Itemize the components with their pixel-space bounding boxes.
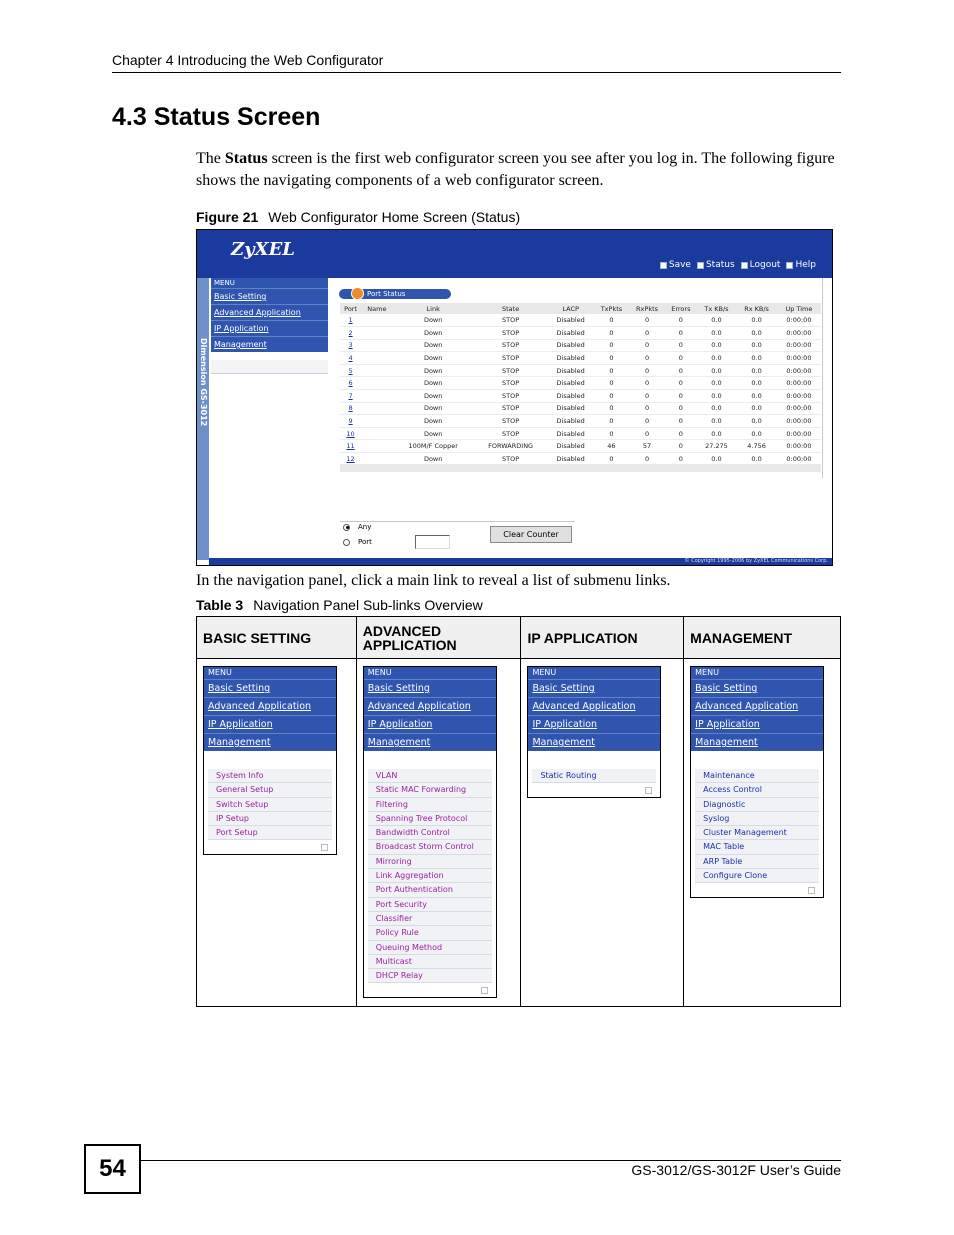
- port-cell: 0: [629, 352, 665, 365]
- submenu-queuing-method[interactable]: Queuing Method: [368, 941, 492, 955]
- save-icon: [660, 262, 667, 269]
- port-cell: 0: [665, 427, 697, 440]
- header-basic-setting: BASIC SETTING: [197, 617, 357, 659]
- nav-management[interactable]: Management: [211, 336, 328, 352]
- port-cell: Down: [393, 352, 474, 365]
- col-port: Port: [340, 303, 361, 314]
- port-row: [340, 377, 821, 390]
- port-status-table: [340, 303, 821, 466]
- port-cell: 0:00:00: [777, 377, 821, 390]
- radio-port-row[interactable]: Port: [343, 538, 372, 546]
- menu-header: MENU: [528, 667, 660, 679]
- port-cell: Disabled: [548, 339, 594, 352]
- port-cell: 0: [665, 415, 697, 428]
- submenu-configure-clone[interactable]: Configure Clone: [695, 869, 819, 883]
- menu-footer: [204, 840, 336, 854]
- navigation-paragraph: In the navigation panel, click a main link to reveal a list of submenu links.: [196, 572, 671, 589]
- port-cell: 0: [665, 327, 697, 340]
- submenu-mirroring[interactable]: Mirroring: [368, 855, 492, 869]
- submenu-maintenance[interactable]: Maintenance: [695, 769, 819, 783]
- port-table-footer: [340, 464, 821, 472]
- port-number-link[interactable]: 10: [340, 427, 361, 440]
- submenu-vlan[interactable]: VLAN: [368, 769, 492, 783]
- nav-basic-setting[interactable]: Basic Setting: [204, 679, 336, 697]
- port-cell: Disabled: [548, 377, 594, 390]
- port-status-bullet-icon: [351, 287, 364, 300]
- port-cell: Down: [393, 415, 474, 428]
- port-cell: 0: [629, 364, 665, 377]
- port-cell: 0: [629, 327, 665, 340]
- port-cell: [361, 327, 392, 340]
- port-cell: 0: [629, 339, 665, 352]
- port-cell: 100M/F Copper: [393, 440, 474, 453]
- port-cell: 0: [629, 453, 665, 466]
- menu-advanced-application: [363, 666, 497, 998]
- submenu-system-info[interactable]: System Info: [208, 769, 332, 783]
- port-cell: [361, 427, 392, 440]
- port-cell: 0: [594, 390, 629, 403]
- port-cell: 0.0: [736, 352, 777, 365]
- menu-management: [690, 666, 824, 898]
- port-cell: Disabled: [548, 402, 594, 415]
- port-cell: 0:00:00: [777, 390, 821, 403]
- port-cell: Down: [393, 427, 474, 440]
- port-cell: Down: [393, 314, 474, 327]
- port-cell: 0:00:00: [777, 314, 821, 327]
- port-row: [340, 390, 821, 403]
- section-title: 4.3 Status Screen: [112, 103, 321, 131]
- port-cell: Disabled: [548, 352, 594, 365]
- port-cell: 0.0: [736, 327, 777, 340]
- port-cell: 0: [594, 327, 629, 340]
- submenu-cluster-management[interactable]: Cluster Management: [695, 826, 819, 840]
- port-number-link[interactable]: 4: [340, 352, 361, 365]
- port-cell: 0:00:00: [777, 402, 821, 415]
- col-name: Name: [361, 303, 392, 314]
- port-cell: 0.0: [697, 339, 737, 352]
- menu-gap: [204, 751, 336, 769]
- port-cell: Disabled: [548, 314, 594, 327]
- port-cell: [361, 364, 392, 377]
- port-cell: STOP: [474, 377, 548, 390]
- port-cell: Down: [393, 327, 474, 340]
- submenu-filtering[interactable]: Filtering: [368, 798, 492, 812]
- port-cell: [361, 339, 392, 352]
- port-cell: 0:00:00: [777, 453, 821, 466]
- help-icon: [786, 262, 793, 269]
- port-row: [340, 339, 821, 352]
- port-cell: 0.0: [736, 390, 777, 403]
- port-cell: STOP: [474, 339, 548, 352]
- product-brand: Dimension GS-3012: [199, 338, 208, 427]
- port-cell: 0: [629, 390, 665, 403]
- submenu-port-security[interactable]: Port Security: [368, 898, 492, 912]
- port-cell: 0: [665, 377, 697, 390]
- port-cell: [361, 402, 392, 415]
- port-number-link[interactable]: 5: [340, 364, 361, 377]
- chapter-header: Chapter 4 Introducing the Web Configurator: [112, 52, 384, 68]
- port-cell: Disabled: [548, 364, 594, 377]
- port-cell: 0: [629, 402, 665, 415]
- menu-footer: [364, 983, 496, 997]
- port-cell: 27.275: [697, 440, 737, 453]
- logout-link[interactable]: Logout: [741, 260, 781, 270]
- port-cell: 0: [594, 352, 629, 365]
- counter-panel-rule: [340, 521, 575, 522]
- port-cell: 0: [594, 364, 629, 377]
- submenu-static-routing[interactable]: Static Routing: [532, 769, 656, 783]
- submenu-multicast[interactable]: Multicast: [368, 955, 492, 969]
- nav-advanced-application[interactable]: Advanced Application: [691, 697, 823, 715]
- submenu-policy-rule[interactable]: Policy Rule: [368, 926, 492, 940]
- port-cell: 0.0: [736, 314, 777, 327]
- port-cell: 0: [629, 314, 665, 327]
- header-advanced-application: ADVANCED APPLICATION: [356, 617, 521, 659]
- port-number-link[interactable]: 8: [340, 402, 361, 415]
- port-cell: 0:00:00: [777, 339, 821, 352]
- port-number-link[interactable]: 3: [340, 339, 361, 352]
- col-up-time: Up Time: [777, 303, 821, 314]
- port-cell: STOP: [474, 427, 548, 440]
- menu-ip-application: [527, 666, 661, 798]
- port-cell: 0.0: [736, 364, 777, 377]
- submenu-static-mac-forwarding[interactable]: Static MAC Forwarding: [368, 783, 492, 797]
- nav-basic-setting[interactable]: Basic Setting: [364, 679, 496, 697]
- port-row: [340, 402, 821, 415]
- nav-management[interactable]: Management: [528, 733, 660, 751]
- submenu-port-setup[interactable]: Port Setup: [208, 826, 332, 840]
- web-configurator-screenshot: [196, 229, 833, 566]
- header-rule: [112, 72, 841, 73]
- port-row: [340, 415, 821, 428]
- cell-basic: [197, 659, 357, 1007]
- port-cell: 0.0: [697, 327, 737, 340]
- col-rxpkts: RxPkts: [629, 303, 665, 314]
- port-cell: 0:00:00: [777, 440, 821, 453]
- table-row: [197, 659, 841, 1007]
- port-cell: [361, 440, 392, 453]
- port-number-link[interactable]: 7: [340, 390, 361, 403]
- zyxel-logo: ZyXEL: [231, 239, 295, 260]
- nav-management[interactable]: Management: [691, 733, 823, 751]
- port-cell: Down: [393, 364, 474, 377]
- submenu-port-authentication[interactable]: Port Authentication: [368, 883, 492, 897]
- port-cell: 0: [594, 427, 629, 440]
- col-errors: Errors: [665, 303, 697, 314]
- port-row: [340, 364, 821, 377]
- menu-gap: [691, 751, 823, 769]
- cell-management: [684, 659, 841, 1007]
- nav-management[interactable]: Management: [364, 733, 496, 751]
- col-rx-kbs: Rx KB/s: [736, 303, 777, 314]
- clear-counter-button[interactable]: Clear Counter: [490, 526, 572, 543]
- save-link[interactable]: Save: [660, 260, 691, 270]
- port-cell: 0.0: [697, 415, 737, 428]
- footer-rule: [141, 1160, 841, 1161]
- col-lacp: LACP: [548, 303, 594, 314]
- port-cell: Disabled: [548, 327, 594, 340]
- port-cell: Disabled: [548, 453, 594, 466]
- top-action-bar: [660, 260, 816, 270]
- col-txpkts: TxPkts: [594, 303, 629, 314]
- table-caption: Table 3 Navigation Panel Sub-links Overview: [196, 597, 483, 613]
- port-cell: STOP: [474, 415, 548, 428]
- port-number-link[interactable]: 2: [340, 327, 361, 340]
- port-cell: [361, 415, 392, 428]
- header-ip-application: IP APPLICATION: [521, 617, 684, 659]
- port-cell: 0.0: [697, 390, 737, 403]
- port-number-input[interactable]: [415, 535, 450, 549]
- port-cell: Disabled: [548, 390, 594, 403]
- nav-management[interactable]: Management: [204, 733, 336, 751]
- port-cell: STOP: [474, 314, 548, 327]
- port-cell: 0.0: [736, 453, 777, 466]
- port-cell: STOP: [474, 402, 548, 415]
- submenu-access-control[interactable]: Access Control: [695, 783, 819, 797]
- nav-advanced-application[interactable]: Advanced Application: [364, 697, 496, 715]
- port-cell: Down: [393, 453, 474, 466]
- port-row: [340, 427, 821, 440]
- port-cell: [361, 377, 392, 390]
- radio-any[interactable]: [343, 524, 350, 531]
- port-cell: STOP: [474, 453, 548, 466]
- port-cell: 0: [665, 453, 697, 466]
- port-cell: STOP: [474, 364, 548, 377]
- port-cell: STOP: [474, 390, 548, 403]
- port-cell: 0: [665, 339, 697, 352]
- menu-basic-setting: [203, 666, 337, 855]
- port-cell: 0.0: [736, 427, 777, 440]
- port-cell: 0:00:00: [777, 364, 821, 377]
- submenu-broadcast-storm-control[interactable]: Broadcast Storm Control: [368, 840, 492, 854]
- col-link: Link: [393, 303, 474, 314]
- port-cell: 0:00:00: [777, 427, 821, 440]
- port-cell: 0.0: [697, 427, 737, 440]
- submenu-switch-setup[interactable]: Switch Setup: [208, 798, 332, 812]
- port-cell: STOP: [474, 352, 548, 365]
- submenu-ip-setup[interactable]: IP Setup: [208, 812, 332, 826]
- cell-ip: [521, 659, 684, 1007]
- menu-footer: [691, 883, 823, 897]
- menu-header: MENU: [691, 667, 823, 679]
- port-cell: 0: [665, 364, 697, 377]
- port-table-header-row: [340, 303, 821, 314]
- port-cell: Down: [393, 390, 474, 403]
- top-banner: [197, 230, 832, 278]
- port-cell: 0: [594, 314, 629, 327]
- port-cell: 0: [665, 314, 697, 327]
- port-cell: Disabled: [548, 440, 594, 453]
- nav-ip-application[interactable]: IP Application: [691, 715, 823, 733]
- nav-ip-application[interactable]: IP Application: [204, 715, 336, 733]
- menu-gap: [364, 751, 496, 769]
- col-tx-kbs: Tx KB/s: [697, 303, 737, 314]
- port-cell: 0.0: [697, 314, 737, 327]
- port-cell: 0.0: [697, 352, 737, 365]
- port-cell: 0.0: [697, 377, 737, 390]
- submenu-diagnostic[interactable]: Diagnostic: [695, 798, 819, 812]
- port-status-tab: Port Status: [339, 289, 451, 299]
- navigation-panel: [211, 278, 328, 374]
- port-cell: 57: [629, 440, 665, 453]
- status-icon: [697, 262, 704, 269]
- port-number-link[interactable]: 1: [340, 314, 361, 327]
- port-cell: STOP: [474, 327, 548, 340]
- port-cell: 0: [665, 352, 697, 365]
- table-header-row: [197, 617, 841, 659]
- port-cell: 0: [665, 440, 697, 453]
- submenu-arp-table[interactable]: ARP Table: [695, 855, 819, 869]
- submenu-bandwidth-control[interactable]: Bandwidth Control: [368, 826, 492, 840]
- nav-advanced-application[interactable]: Advanced Application: [204, 697, 336, 715]
- port-cell: 0: [629, 427, 665, 440]
- menu-gap: [528, 751, 660, 769]
- submenu-spanning-tree-protocol[interactable]: Spanning Tree Protocol: [368, 812, 492, 826]
- copyright-bar: © Copyright 1995-2006 by ZyXEL Communications Corp.: [209, 558, 832, 565]
- port-number-link[interactable]: 6: [340, 377, 361, 390]
- port-cell: 0: [594, 415, 629, 428]
- nav-basic-setting[interactable]: Basic Setting: [211, 288, 328, 304]
- radio-port[interactable]: [343, 539, 350, 546]
- side-strip: [197, 278, 209, 560]
- menu-header: MENU: [211, 278, 328, 288]
- help-link[interactable]: Help: [786, 260, 816, 270]
- port-number-link[interactable]: 9: [340, 415, 361, 428]
- submenu-general-setup[interactable]: General Setup: [208, 783, 332, 797]
- port-cell: 0:00:00: [777, 352, 821, 365]
- logout-icon: [741, 262, 748, 269]
- port-cell: 0: [629, 377, 665, 390]
- page-number: 54: [84, 1144, 141, 1194]
- header-management: MANAGEMENT: [684, 617, 841, 659]
- port-row: [340, 352, 821, 365]
- port-cell: [361, 314, 392, 327]
- submenu-link-aggregation[interactable]: Link Aggregation: [368, 869, 492, 883]
- port-cell: 46: [594, 440, 629, 453]
- port-cell: 0:00:00: [777, 327, 821, 340]
- menu-header: MENU: [364, 667, 496, 679]
- port-row: [340, 327, 821, 340]
- port-cell: 0.0: [736, 339, 777, 352]
- port-cell: 0.0: [697, 402, 737, 415]
- nav-ip-application[interactable]: IP Application: [211, 320, 328, 336]
- menu-header: MENU: [204, 667, 336, 679]
- nav-basic-setting[interactable]: Basic Setting: [528, 679, 660, 697]
- port-cell: [361, 390, 392, 403]
- port-row: [340, 314, 821, 327]
- menu-footer: [528, 783, 660, 797]
- navigation-sublinks-table: [196, 616, 841, 1007]
- status-link[interactable]: Status: [697, 260, 735, 270]
- port-cell: 0.0: [736, 415, 777, 428]
- port-cell: 0: [594, 402, 629, 415]
- submenu-dhcp-relay[interactable]: DHCP Relay: [368, 969, 492, 983]
- port-cell: 0: [594, 453, 629, 466]
- submenu-syslog[interactable]: Syslog: [695, 812, 819, 826]
- port-cell: 0.0: [697, 453, 737, 466]
- nav-advanced-application[interactable]: Advanced Application: [528, 697, 660, 715]
- port-cell: 0.0: [736, 377, 777, 390]
- port-cell: 0: [594, 377, 629, 390]
- submenu-area: [211, 360, 328, 374]
- port-cell: Down: [393, 377, 474, 390]
- nav-basic-setting[interactable]: Basic Setting: [691, 679, 823, 697]
- port-cell: FORWARDING: [474, 440, 548, 453]
- radio-any-row[interactable]: Any: [343, 523, 371, 531]
- submenu-mac-table[interactable]: MAC Table: [695, 840, 819, 854]
- intro-paragraph: The Status screen is the first web configurator screen you see after you log in. The following figure shows the navigating components of a web configurator screen.: [196, 150, 835, 189]
- port-cell: 0: [629, 415, 665, 428]
- nav-ip-application[interactable]: IP Application: [364, 715, 496, 733]
- col-state: State: [474, 303, 548, 314]
- cell-advanced: [356, 659, 521, 1007]
- submenu-classifier[interactable]: Classifier: [368, 912, 492, 926]
- port-cell: 0: [665, 402, 697, 415]
- port-cell: 4.756: [736, 440, 777, 453]
- port-cell: 0:00:00: [777, 415, 821, 428]
- port-cell: 0.0: [697, 364, 737, 377]
- port-cell: 0: [594, 339, 629, 352]
- figure-caption: Figure 21 Web Configurator Home Screen (Status): [196, 209, 521, 225]
- guide-title: GS-3012/GS-3012F User’s Guide: [631, 1162, 841, 1178]
- nav-advanced-application[interactable]: Advanced Application: [211, 304, 328, 320]
- port-number-link[interactable]: 11: [340, 440, 361, 453]
- nav-ip-application[interactable]: IP Application: [528, 715, 660, 733]
- port-cell: Down: [393, 339, 474, 352]
- port-number-link[interactable]: 12: [340, 453, 361, 466]
- port-cell: [361, 352, 392, 365]
- port-row: [340, 440, 821, 453]
- port-cell: Down: [393, 402, 474, 415]
- port-cell: Disabled: [548, 427, 594, 440]
- port-cell: Disabled: [548, 415, 594, 428]
- port-cell: 0.0: [736, 402, 777, 415]
- port-cell: 0: [665, 390, 697, 403]
